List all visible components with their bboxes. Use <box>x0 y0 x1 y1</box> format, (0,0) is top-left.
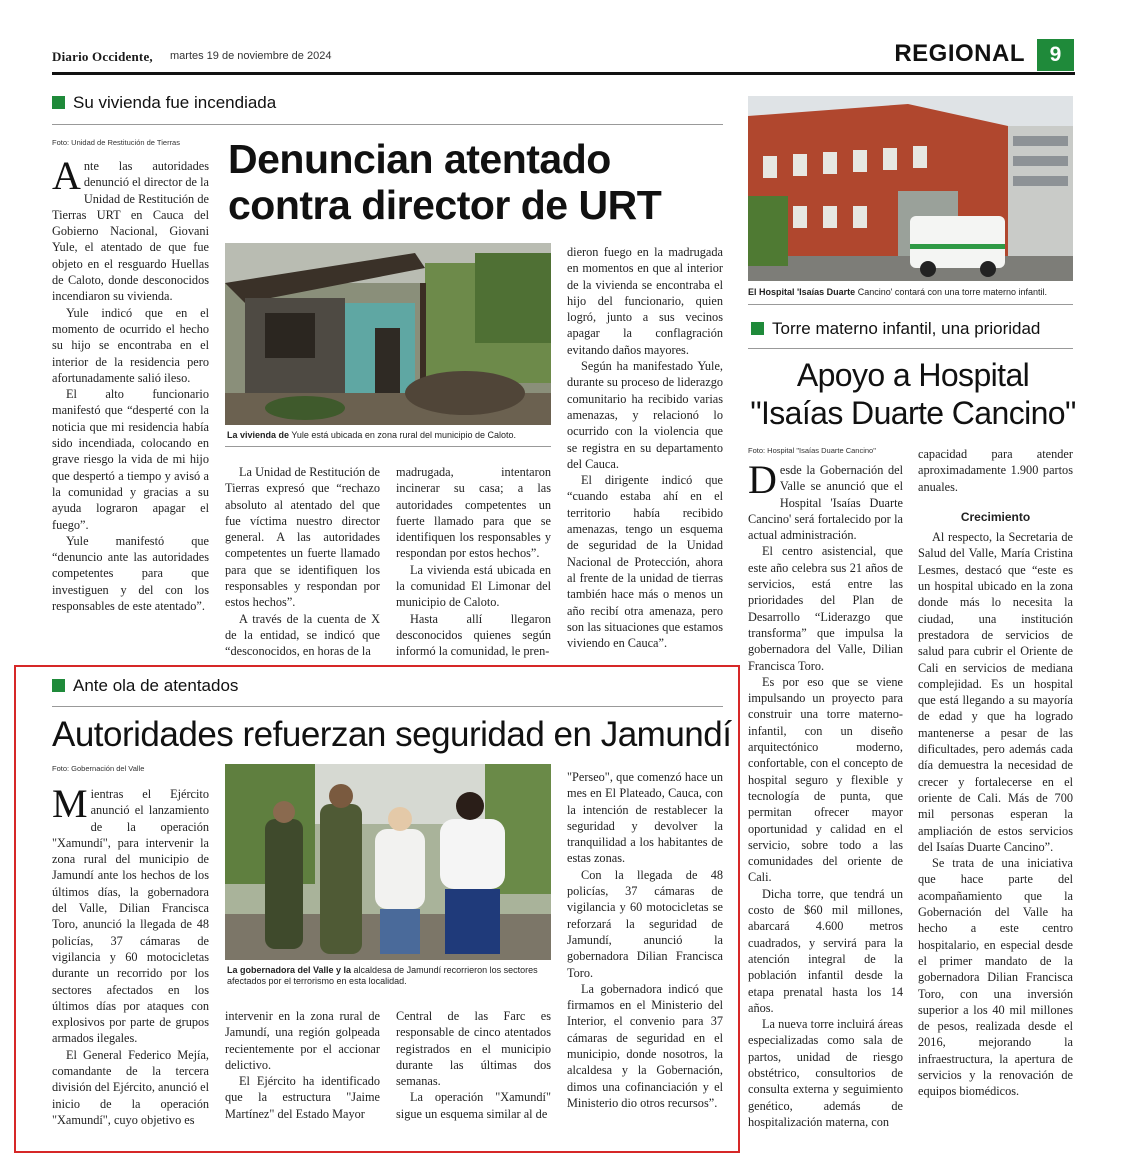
jamundi-kicker-rule <box>52 706 723 707</box>
hospital-col1-p1: esde la Gobernación del Valle se anunció que el Hospital 'Isaías Duarte Cancino' será fortalecido por la actual administración. <box>748 463 903 543</box>
hospital-kicker <box>751 319 1040 339</box>
urt-column-3 <box>396 464 551 666</box>
hospital-col1-p2: El centro asistencial, que este año celebra sus 21 años de servicios, está entre las prioridades del Plan de Desarrollo “Liderazgo que transforma” que impulsa la gobernadora del Valle, Dilian Francisca Toro. <box>748 544 903 673</box>
urt-photo-caption <box>227 430 551 441</box>
hospital-caption-bold: El Hospital 'Isaías Duarte <box>748 287 856 297</box>
hospital-col1-p5: La nueva torre incluirá áreas especializadas como sala de partos, unidad de riesgo obstétrico, consultorios de consulta externa y seguimiento genético, además de hospitalización materna, con <box>748 1017 903 1129</box>
urt-caption-bold: La vivienda de <box>227 430 290 440</box>
jamundi-col3-p2: La operación "Xamundí" sigue un esquema similar al de <box>396 1090 551 1121</box>
hospital-dropcap: D <box>748 462 777 502</box>
jamundi-photo-credit: Foto: Gobernación del Valle <box>52 764 145 773</box>
kicker-square-icon <box>751 322 764 335</box>
jamundi-col4-p1: "Perseo", que comenzó hace un mes en El Plateado, Cauca, con la intención de restablecer la seguridad y devolver la tranquilidad a los habitantes de estas zonas. <box>567 770 723 866</box>
hospital-col1-p3: Es por eso que se viene impulsando un proyecto para construir una torre materno-infantil, con un diseño arquitectónico moderno, confortable, con el concepto de hospital seguro y flexible y tecnología de punta, que permitan ofrecer mayor oportunidad y calidad en el servicio, sobre todo a las comunidades del oriente de Cali. <box>748 674 903 885</box>
urt-col1-p4: Yule manifestó que “denuncio ante las autoridades competentes para que investiguen y del con los responsables de este atentado”. <box>52 533 209 614</box>
jamundi-photo-caption <box>227 965 551 987</box>
hospital-kicker-text: Torre materno infantil, una prioridad <box>772 319 1041 338</box>
urt-kicker <box>52 93 276 113</box>
hospital-photo-credit: Foto: Hospital "Isaías Duarte Cancino" <box>748 446 876 455</box>
urt-headline-line1: Denuncian atentado <box>228 136 611 182</box>
urt-col4-p2: Según ha manifestado Yule, durante su proceso de liderazgo comunitario ha recibido varias amenazas, y relacionó lo ocurrido con la violencia que se registra en su departamento del Cauca. <box>567 359 723 471</box>
jamundi-col1-p1: ientras el Ejército anunció el lanzamiento de la operación "Xamundí", para intervenir la zona rural del municipio de Jamundí ante los hechos de los últimos días, la gobernadora del Valle, Dilian Francisca Toro, anunció la llegada de 48 policías, 37 cámaras de vigilancia y 60 motocicletas durante un recorrido por los sectores afectados en los últimos días por ataques con explosivos por parte de grupos armados ilegales. <box>52 787 209 1046</box>
urt-headline-line2: contra director de URT <box>228 182 662 228</box>
jamundi-col2-p2: El Ejército ha identificado que la estructura "Jaime Martínez" del Estado Mayor <box>225 1074 380 1121</box>
hospital-kicker-rule <box>748 348 1073 349</box>
jamundi-kicker <box>52 676 238 696</box>
urt-col4-p1: dieron fuego en la madrugada en momentos en que al interior de la vivienda se encontraba el hijo del funcionario, quien logró, junto a sus vecinos apagar la conflagración evitando daños mayores. <box>567 245 723 357</box>
urt-col3-p2: La vivienda está ubicada en la comunidad El Limonar del municipio de Caloto. <box>396 562 551 610</box>
jamundi-col3-p1: Central de las Farc es responsable de cinco atentados registrados en el municipio durante las últimas dos semanas. <box>396 1009 551 1089</box>
hospital-headline-line1: Apoyo a Hospital <box>796 357 1030 393</box>
urt-photo-burned-house <box>225 243 551 425</box>
urt-col2-p2: A través de la cuenta de X de la entidad, se indicó que “desconocidos, en horas de la <box>225 611 380 659</box>
urt-column-1 <box>52 158 209 666</box>
jamundi-col2-p1: intervenir en la zona rural de Jamundí, una región golpeada recientemente por el accionar delictivo. <box>225 1009 380 1072</box>
jamundi-caption-text: alcaldesa de Jamundí recorrieron los sectores afectados por el terrorismo en esta localidad. <box>227 965 538 986</box>
kicker-square-icon <box>52 679 65 692</box>
urt-photo-credit: Foto: Unidad de Restitución de Tierras <box>52 138 180 147</box>
urt-col2-p1: La Unidad de Restitución de Tierras expresó que “rechazo absoluto al atentado del que fue víctima nuestro director general. A las autoridades competentes un fuerte llamado para que se identifiquen los responsables y respondan por estos hechos”. <box>225 465 380 610</box>
urt-kicker-rule <box>52 124 723 125</box>
jamundi-column-3 <box>396 1008 551 1134</box>
jamundi-headline: Autoridades refuerzan seguridad en Jamundí <box>52 715 732 754</box>
jamundi-col1-p2: El General Federico Mejía, comandante de la tercera división del Ejército, anunció el inicio de la operación "Xamundí", cuyo objetivo es <box>52 1047 209 1127</box>
hospital-col2-p2: Al respecto, la Secretaria de Salud del Valle, María Cristina Lesmes, destacó que “este es un hospital ubicado en la zona donde más lo necesita la ciudad, una institución prestadora de servicios de salud para cubrir el Oriente de Cali en servicios de mediana complejidad. Es un hospital que está llegando a su mayoría de edad y que ha logrado mantenerse a pesar de las dificultades, pero además cada día demuestra la necesidad de crecer y fortalecerse en el oriente de Cali. Más de 700 mil personas esperan la ampliación de estos servicios del Isaías Duarte Cancino”. <box>918 530 1073 854</box>
hospital-column-2 <box>918 446 1073 1132</box>
jamundi-kicker-text: Ante ola de atentados <box>73 676 239 695</box>
urt-col3-p1: madrugada, intentaron incinerar su casa; a las autoridades competentes un fuerte llamado para que se identifiquen los responsables y respondan por estos hechos”. <box>396 465 551 561</box>
section-name: REGIONAL <box>894 40 1025 67</box>
jamundi-column-4 <box>567 769 723 1134</box>
hospital-subhead: Crecimiento <box>960 509 1031 524</box>
hospital-col2-p3: Se trata de una iniciativa que hace parte del acompañamiento que la Gobernación del Valle ha hecho a este centro hospitalario, en especial desde el primer mandato de la gobernadora Dilian Francisca Toro, con una inversión superior a los 40 mil millones de pesos, realizada desde el 2016, mejorando la infraestructura, la apertura de servicios y la renovación de equipos biomédicos. <box>918 856 1073 1099</box>
urt-col4-p3: El dirigente indicó que “cuando estaba ahí en el territorio había recibido amenazas, tengo un esquema de seguridad de la Unidad Nacional de Protección, ahora al frente de la unidad de tierras también hace más o menos un año recibí otra amenaza, pero son las situaciones que estamos viviendo en Cauca”. <box>567 473 723 651</box>
urt-col3-p3: Hasta allí llegaron desconocidos quienes según informó la comunidad, le pren- <box>396 611 551 659</box>
jamundi-col4-p3: La gobernadora indicó que firmamos en el Ministerio del Interior, el convenio para 37 cámaras de seguridad en el municipio, donde nosotros, la alcaldesa y la Gobernación, dimos una cofinanciación y el Ministerio dio otros recursos”. <box>567 981 723 1110</box>
masthead-title: Diario Occidente, <box>52 49 153 64</box>
urt-caption-rule <box>225 446 551 447</box>
urt-kicker-text: Su vivienda fue incendiada <box>73 93 277 112</box>
hospital-headline-line2: "Isaías Duarte Cancino" <box>750 395 1076 431</box>
urt-headline <box>228 136 728 228</box>
jamundi-photo-officials <box>225 764 551 960</box>
kicker-square-icon <box>52 96 65 109</box>
hospital-caption-rule <box>748 304 1073 305</box>
jamundi-column-1 <box>52 786 209 1134</box>
hospital-headline <box>748 356 1078 432</box>
hospital-photo <box>748 96 1073 281</box>
urt-col1-p1: nte las autoridades denunció el director de la Unidad de Restitución de Tierras URT en Cauca del Gobierno Nacional, Giovani Yule, el atentado de que fue objeto en el resguardo Huellas de Caloto, donde desconocidos incendiaron su vivienda. <box>52 159 209 304</box>
masthead-date: martes 19 de noviembre de 2024 <box>170 50 332 62</box>
urt-col1-p2: Yule indicó que en el momento de ocurrido el hecho su hijo se encontraba en el interior de la residencia pero afortunadamente salió ileso. <box>52 305 209 385</box>
urt-column-2 <box>225 464 380 666</box>
jamundi-caption-bold: La gobernadora del Valle y la <box>227 965 352 975</box>
jamundi-col4-p2: Con la llegada de 48 policías, 37 cámaras de vigilancia y 60 motocicletas se reforzará la seguridad de Jamundí, anunció la gobernadora Dilian Francisca Toro. <box>567 867 723 980</box>
urt-col1-p3: El alto funcionario manifestó que “desperté con la noticia que mi residencia había sido incendiada, colocando en grave riesgo la vida de mi hijo que despertó a tiempo y avisó a la comunidad y gracias a su ayuda lograron apagar el fuego”. <box>52 387 209 532</box>
hospital-col1-p4: Dicha torre, que tendrá un costo de $60 mil millones, abarcará 4.600 metros cuadrados, y servirá para la atención integral de la población infantil desde la etapa prenatal hasta los 14 años. <box>748 886 903 1015</box>
urt-dropcap: A <box>52 158 81 198</box>
hospital-col2-p1: capacidad para atender aproximadamente 1.900 partos anuales. <box>918 447 1073 494</box>
jamundi-dropcap: M <box>52 786 88 826</box>
urt-caption-text: Yule está ubicada en zona rural del municipio de Caloto. <box>289 430 517 440</box>
jamundi-column-2 <box>225 1008 380 1134</box>
hospital-column-1 <box>748 462 903 1132</box>
page-number-badge: 9 <box>1037 39 1074 71</box>
masthead-rule <box>52 72 1075 75</box>
hospital-caption-text: Cancino' contará con una torre materno infantil. <box>855 287 1048 297</box>
urt-column-4 <box>567 244 723 666</box>
hospital-photo-caption <box>748 287 1073 298</box>
